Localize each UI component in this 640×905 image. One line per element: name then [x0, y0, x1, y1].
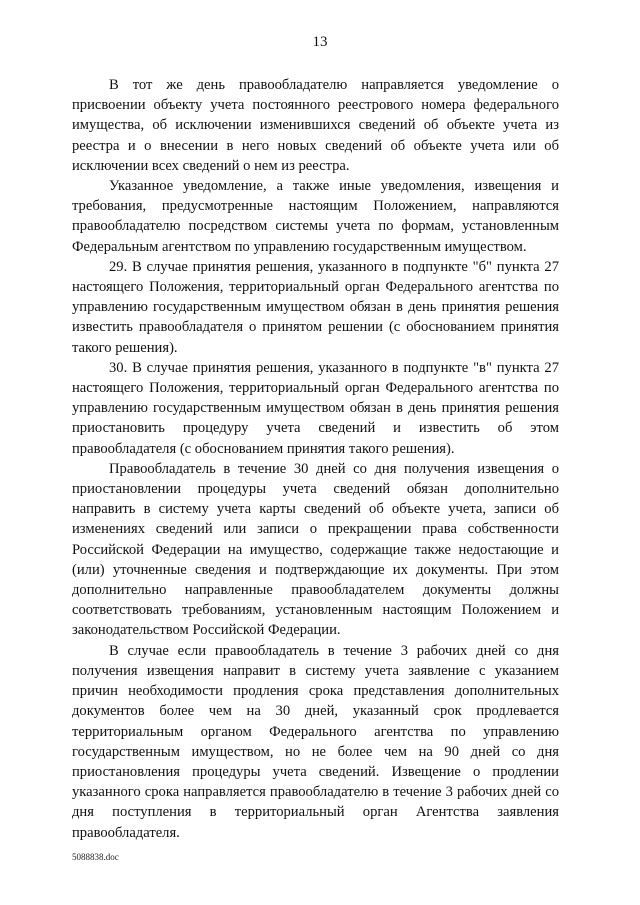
paragraph-30-days: Правообладатель в течение 30 дней со дня получения извещения о приостановлении процедуры учета сведений обязан дополнительно направить в систему учета карты сведений об объекте учета, записи об изменениях сведений или записи о прекращении права собственности Российской Федерации на имущество, содержащие также недостающие и (или) уточненные сведения и подтверждающие их документы. При этом дополнительно направленные правообладателем документы должны соответствовать требованиям, установленным настоящим Положением и законодательством Российской Федерации. [72, 460, 559, 639]
page-number: 13 [312, 34, 328, 50]
paragraph-item-29: 29. В случае принятия решения, указанного в подпункте "б" пункта 27 настоящего Положения, территориальный орган Федерального агентства по управлению государственным имуществом обязан в день принятия решения известить правообладателя о принятом решении (с обоснованием принятия такого решения). [72, 258, 559, 356]
paragraph-item-30: 30. В случае принятия решения, указанного в подпункте "в" пункта 27 настоящего Положения, территориальный орган Федерального агентства по управлению государственным имуществом обязан в день принятия решения приостановить процедуру учета сведений и известить об этом правообладателя (с обоснованием принятия такого решения). [72, 359, 559, 457]
paragraph-notification-forms: Указанное уведомление, а также иные уведомления, извещения и требования, предусмотренные настоящим Положением, направляются правообладателю посредством системы учета по формам, установленным Федеральным агентством по управлению государственным имуществом. [72, 178, 559, 255]
paragraph-extension: В случае если правообладатель в течение 3 рабочих дней со дня получения извещения направит в систему учета заявление с указанием причин необходимости продления срока представления дополнительных документов более чем на 30 дней, указанный срок продлевается территориальным органом Федерального агентства по управлению государственным имуществом, но не более чем на 90 дней со дня приостановления процедуры учета сведений. Извещение о продлении указанного срока направляется правообладателю в течение 3 рабочих дней со дня поступления в территориальный орган Агентства заявления правообладателя. [72, 642, 559, 841]
document-body [72, 75, 559, 843]
document-code: 5088838.doc [72, 852, 119, 862]
paragraph-notification: В тот же день правообладателю направляется уведомление о присвоении объекту учета постоянного реестрового номера федерального имущества, об исключении изменившихся сведений об объекте учета из реестра и о внесении в него новых сведений об объекте учета или об исключении всех сведений о нем из реестра. [72, 77, 559, 174]
